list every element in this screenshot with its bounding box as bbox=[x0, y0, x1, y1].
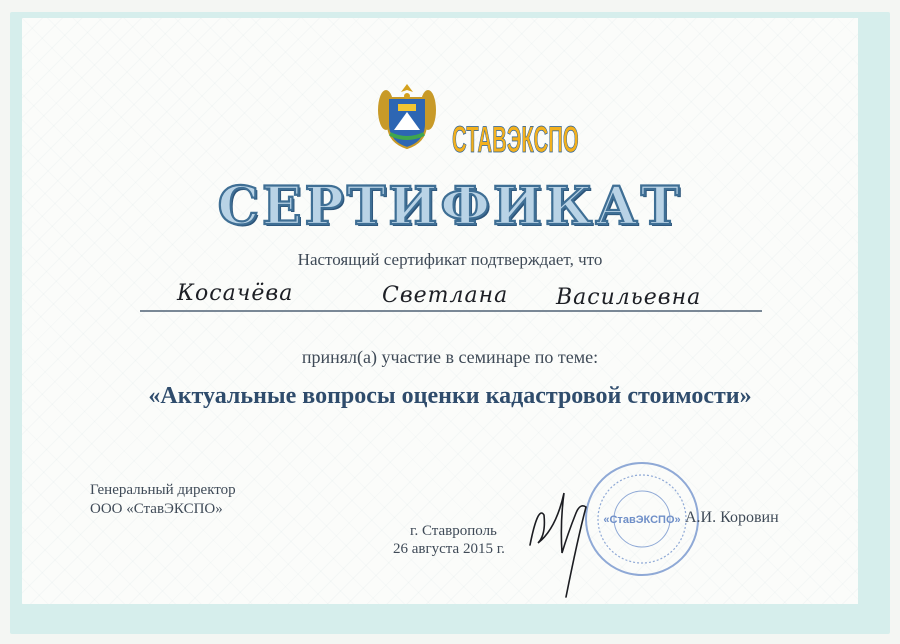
coat-of-arms-icon bbox=[376, 80, 438, 154]
brand-logo-text: СТАВЭКСПО bbox=[452, 119, 579, 161]
stamp-center-text: «СтавЭКСПО» bbox=[603, 514, 681, 526]
recipient-patronymic: Васильевна bbox=[556, 285, 702, 310]
seminar-topic: «Актуальные вопросы оценки кадастровой стоимости» bbox=[148, 383, 752, 409]
stavexpo-logo bbox=[452, 82, 579, 161]
recipient-surname: Косачёва bbox=[177, 281, 294, 306]
director-signature-icon bbox=[520, 475, 600, 585]
director-title: Генеральный директор bbox=[90, 482, 236, 498]
issue-date: 26 августа 2015 г. bbox=[393, 541, 505, 557]
recipient-first-name: Светлана bbox=[382, 283, 509, 308]
city: г. Ставрополь bbox=[410, 523, 497, 539]
name-underline bbox=[140, 310, 762, 312]
director-name: А.И. Коровин bbox=[685, 509, 779, 526]
company-stamp-icon bbox=[583, 460, 701, 578]
intro-text: Настоящий сертификат подтверждает, что bbox=[297, 250, 603, 269]
participation-text: принял(а) участие в семинаре по теме: bbox=[301, 347, 599, 367]
certificate-title: СЕРТИФИКАТ bbox=[217, 176, 683, 237]
company-name: ООО «СтавЭКСПО» bbox=[90, 501, 223, 517]
